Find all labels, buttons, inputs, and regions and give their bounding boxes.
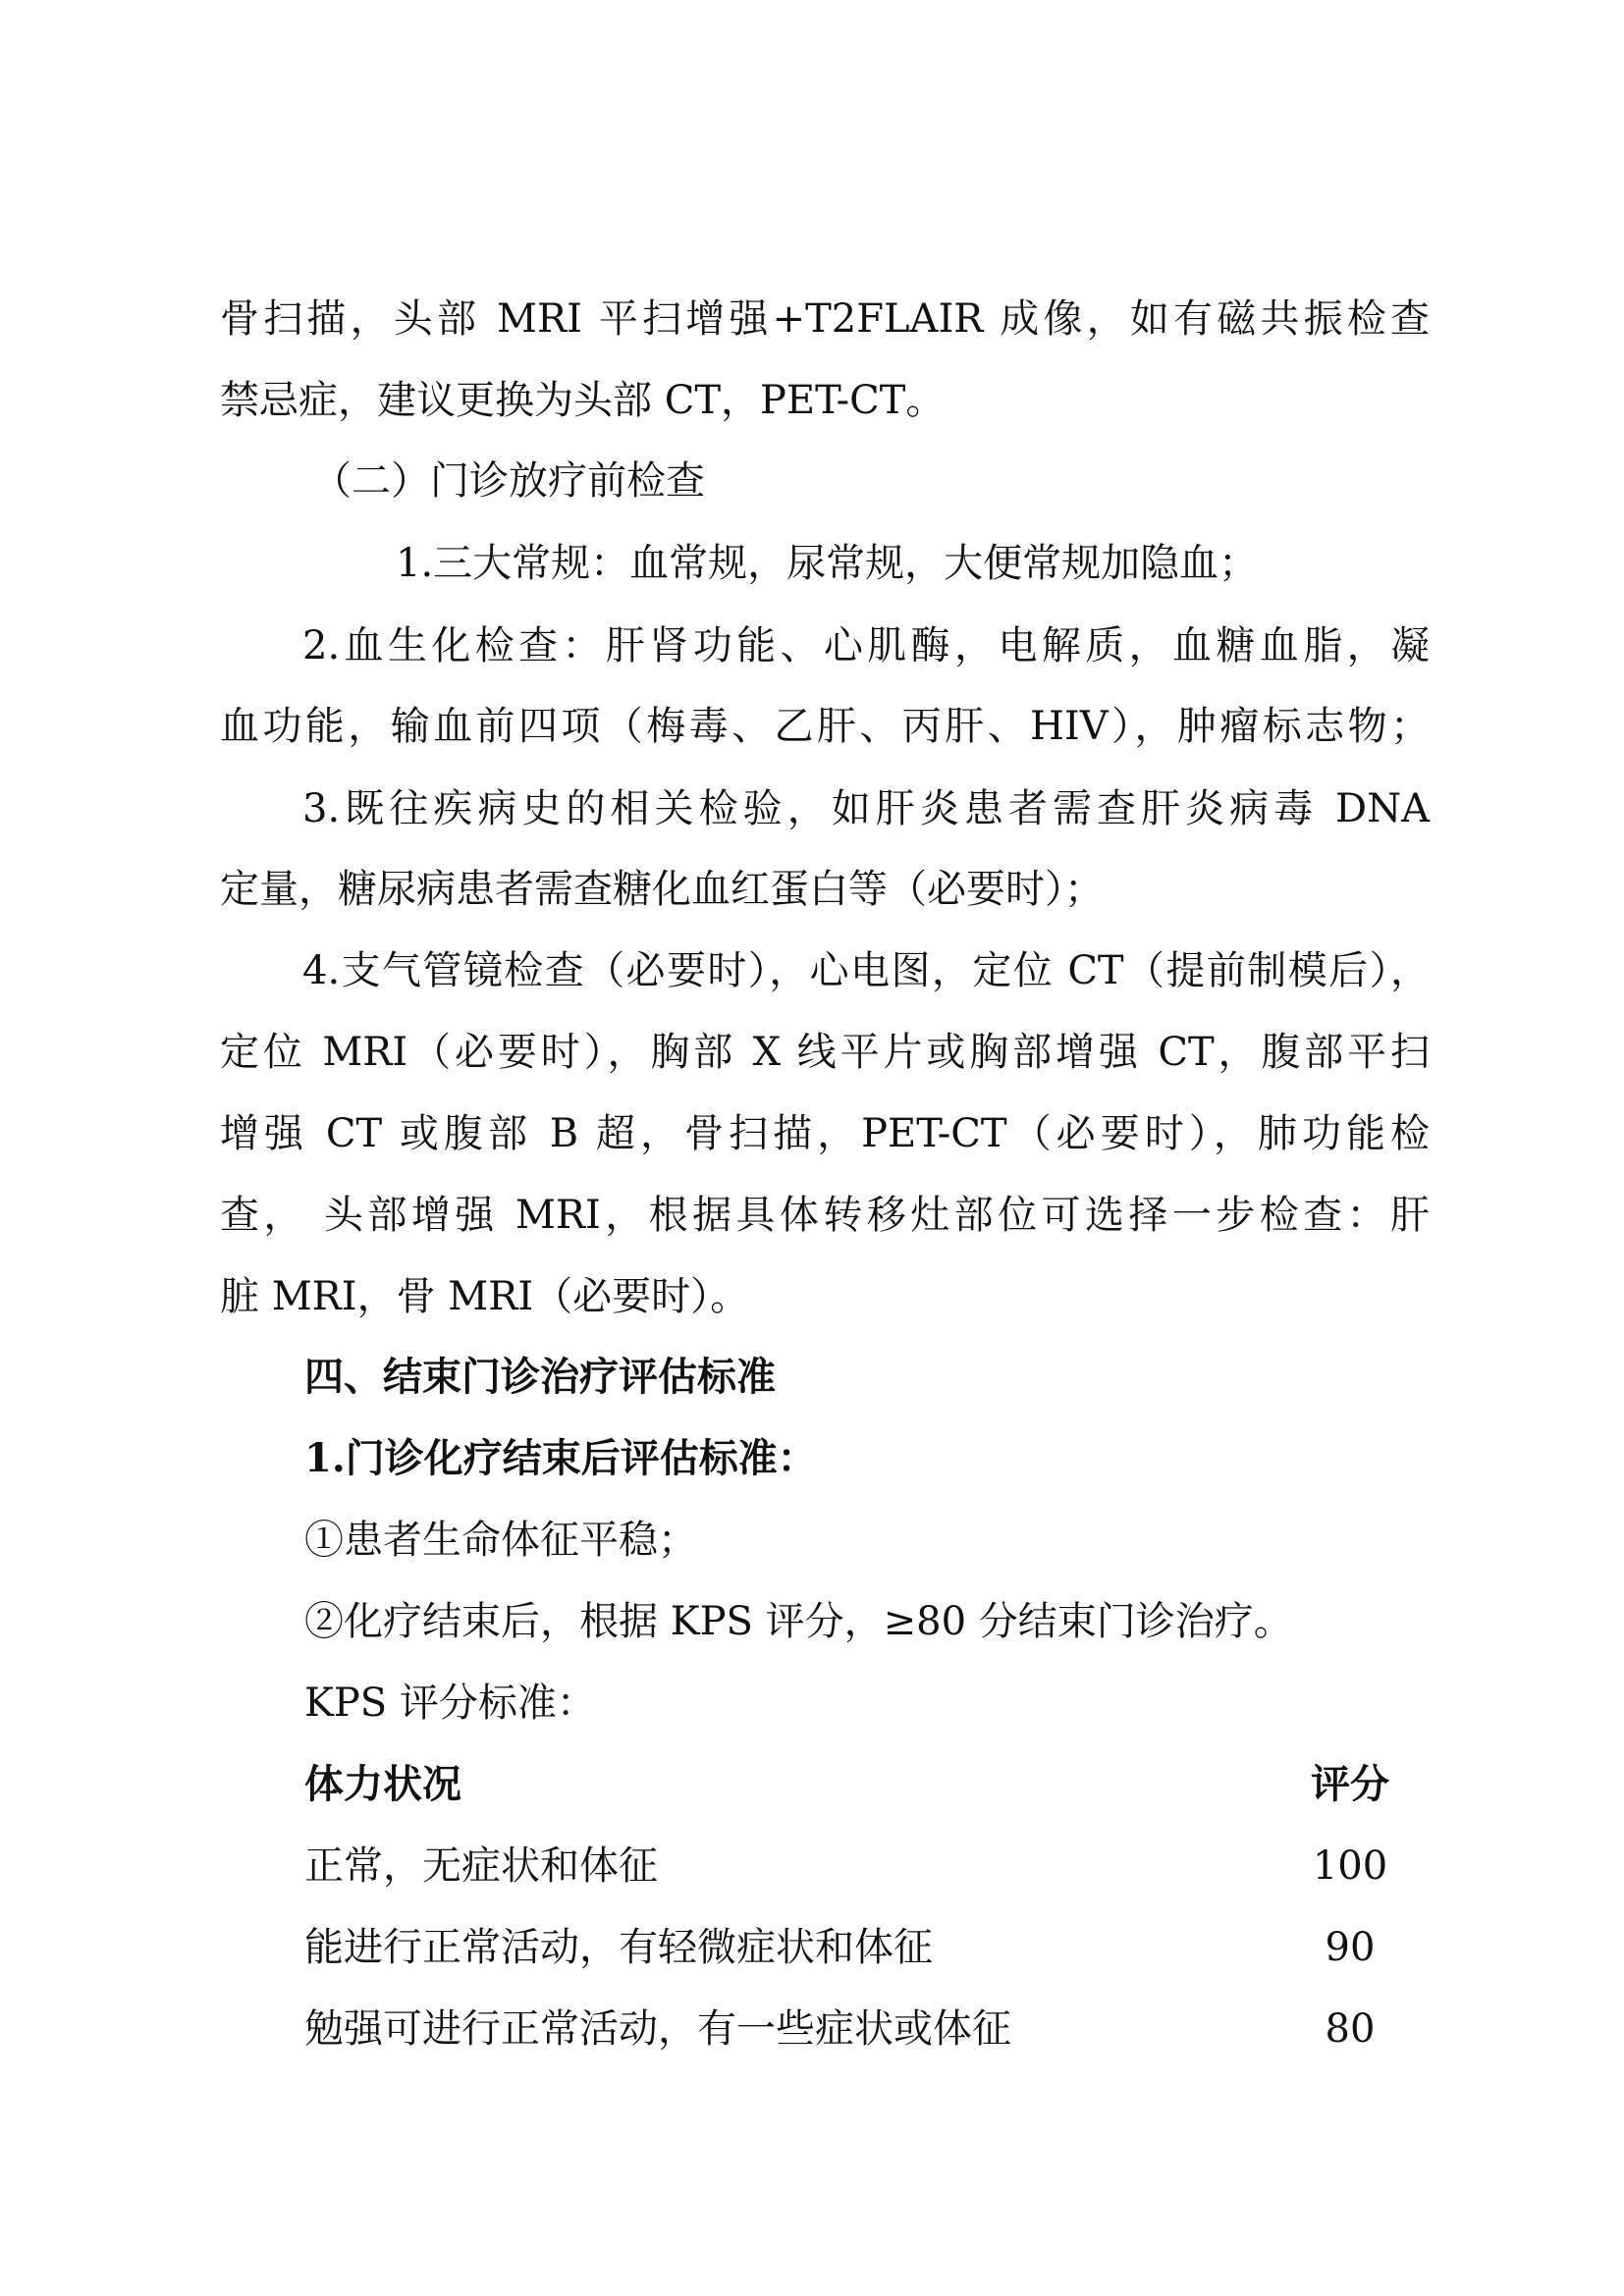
paragraph-line: 查， 头部增强 MRI，根据具体转移灶部位可选择一步检查：肝 bbox=[220, 1193, 1430, 1238]
paragraph-line: 定量，糖尿病患者需查糖化血红蛋白等（必要时）； bbox=[220, 867, 1104, 912]
section-heading: 四、结束门诊治疗评估标准 bbox=[304, 1354, 776, 1400]
table-cell-condition: 能进行正常活动，有轻微症状和体征 bbox=[304, 1925, 933, 1970]
paragraph-line: 定位 MRI（必要时），胸部 X 线平片或胸部增强 CT，腹部平扫 bbox=[220, 1030, 1430, 1075]
subsection-heading: 1.门诊化疗结束后评估标准： bbox=[304, 1435, 817, 1481]
table-cell-condition: 勉强可进行正常活动，有一些症状或体征 bbox=[304, 2006, 1011, 2052]
section-heading: （二）门诊放疗前检查 bbox=[312, 458, 705, 504]
list-item: 2.血生化检查：肝肾功能、心肌酶，电解质，血糖血脂，凝 bbox=[302, 623, 1430, 668]
list-item: 4.支气管镜检查（必要时），心电图，定位 CT（提前制模后）， bbox=[302, 948, 1430, 993]
table-cell-score: 80 bbox=[1325, 2006, 1376, 2052]
table-cell-condition: 正常，无症状和体征 bbox=[304, 1843, 658, 1889]
table-cell-score: 100 bbox=[1312, 1843, 1388, 1889]
paragraph-line: 禁忌症，建议更换为头部 CT，PET-CT。 bbox=[220, 378, 946, 423]
criterion-item: ②化疗结束后，根据 KPS 评分，≥80 分结束门诊治疗。 bbox=[304, 1599, 1293, 1644]
paragraph-line: 血功能，输血前四项（梅毒、乙肝、丙肝、HIV），肿瘤标志物； bbox=[220, 704, 1430, 749]
paragraph-line: 骨扫描，头部 MRI 平扫增强+T2FLAIR 成像，如有磁共振检查 bbox=[220, 296, 1430, 342]
table-header-condition: 体力状况 bbox=[304, 1761, 461, 1807]
criterion-item: ①患者生命体征平稳； bbox=[304, 1518, 697, 1563]
list-item: 1.三大常规：血常规，尿常规，大便常规加隐血； bbox=[396, 541, 1259, 586]
kps-label: KPS 评分标准： bbox=[304, 1681, 596, 1726]
table-cell-score: 90 bbox=[1325, 1925, 1376, 1970]
list-item: 3.既往疾病史的相关检验，如肝炎患者需查肝炎病毒 DNA bbox=[302, 786, 1430, 831]
paragraph-line: 脏 MRI，骨 MRI（必要时）。 bbox=[220, 1274, 750, 1319]
paragraph-line: 增强 CT 或腹部 B 超，骨扫描，PET-CT（必要时），肺功能检 bbox=[220, 1111, 1430, 1156]
table-header-score: 评分 bbox=[1311, 1761, 1389, 1807]
